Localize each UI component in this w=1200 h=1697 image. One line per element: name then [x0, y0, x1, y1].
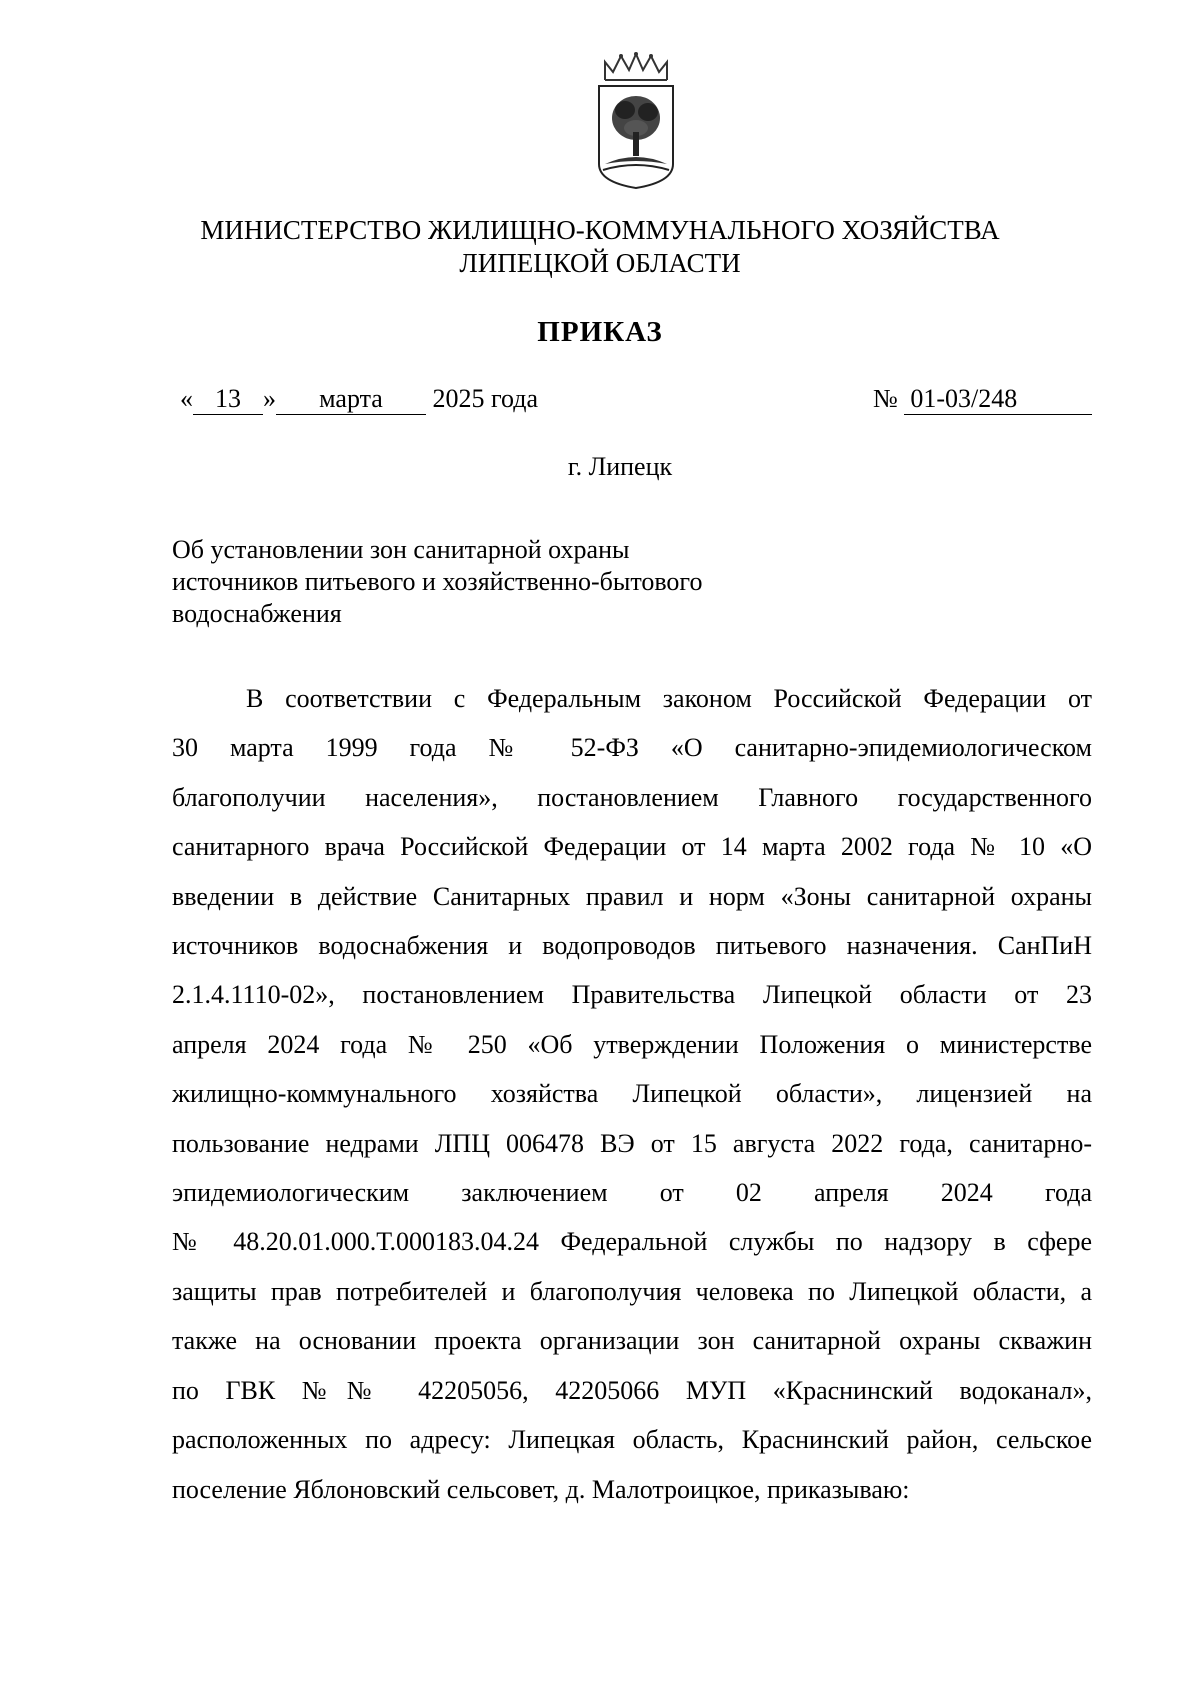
body-line: по ГВК №№ 42205056, 42205066 МУП «Краснинский водоканал», — [172, 1375, 1092, 1405]
body-line: также на основании проекта организации зон санитарной охраны скважин — [172, 1326, 1092, 1356]
order-month: марта — [276, 384, 426, 415]
order-body — [172, 674, 1092, 1514]
body-line: апреля 2024 года № 250 «Об утверждении Положения о министерстве — [172, 1029, 1092, 1059]
body-line: 2.1.4.1110-02», постановлением Правительства Липецкой области от 23 — [172, 980, 1092, 1010]
order-number: 01-03/248 — [904, 384, 1092, 415]
coat-of-arms-icon — [593, 52, 679, 192]
ministry-line-1: МИНИСТЕРСТВО ЖИЛИЩНО-КОММУНАЛЬНОГО ХОЗЯЙСТВА — [200, 215, 1000, 245]
order-number-field — [873, 384, 1092, 415]
body-line: расположенных по адресу: Липецкая область, Краснинский район, сельское — [172, 1425, 1092, 1455]
ministry-line-2: ЛИПЕЦКОЙ ОБЛАСТИ — [459, 248, 741, 278]
subject-line: источников питьевого и хозяйственно-бытового — [172, 567, 703, 596]
subject-line: водоснабжения — [172, 599, 342, 628]
order-year: 2025 года — [432, 384, 539, 413]
body-line: поселение Яблоновский сельсовет, д. Малотроицкое, приказываю: — [172, 1474, 910, 1504]
ministry-name — [0, 214, 1200, 280]
body-line: благополучии населения», постановлением Главного государственного — [172, 782, 1092, 812]
body-line: санитарного врача Российской Федерации от 14 марта 2002 года № 10 «О — [172, 832, 1092, 862]
body-line: 30 марта 1999 года № 52-ФЗ «О санитарно-эпидемиологическом — [172, 733, 1092, 763]
order-date — [180, 384, 538, 415]
body-line: жилищно-коммунального хозяйства Липецкой области», лицензией на — [172, 1079, 1092, 1109]
order-subject — [172, 534, 792, 630]
city: г. Липецк — [567, 452, 673, 481]
body-line: введении в действие Санитарных правил и норм «Зоны санитарной охраны — [172, 881, 1092, 911]
body-line: эпидемиологическим заключением от 02 апреля 2024 года — [172, 1178, 1092, 1208]
body-line: защиты прав потребителей и благополучия человека по Липецкой области, а — [172, 1276, 1092, 1306]
number-sign: № — [873, 384, 898, 413]
document-type: ПРИКАЗ — [537, 316, 663, 348]
quote-open: « — [180, 384, 193, 413]
body-line: № 48.20.01.000.Т.000183.04.24 Федеральной службы по надзору в сфере — [172, 1227, 1092, 1257]
order-day: 13 — [193, 384, 263, 415]
subject-line: Об установлении зон санитарной охраны — [172, 535, 630, 564]
body-line: В соответствии с Федеральным законом Российской Федерации от — [246, 684, 1092, 713]
body-line: пользование недрами ЛПЦ 006478 ВЭ от 15 августа 2022 года, санитарно- — [172, 1128, 1092, 1158]
quote-close: » — [263, 384, 276, 413]
body-line: источников водоснабжения и водопроводов питьевого назначения. СанПиН — [172, 931, 1092, 961]
